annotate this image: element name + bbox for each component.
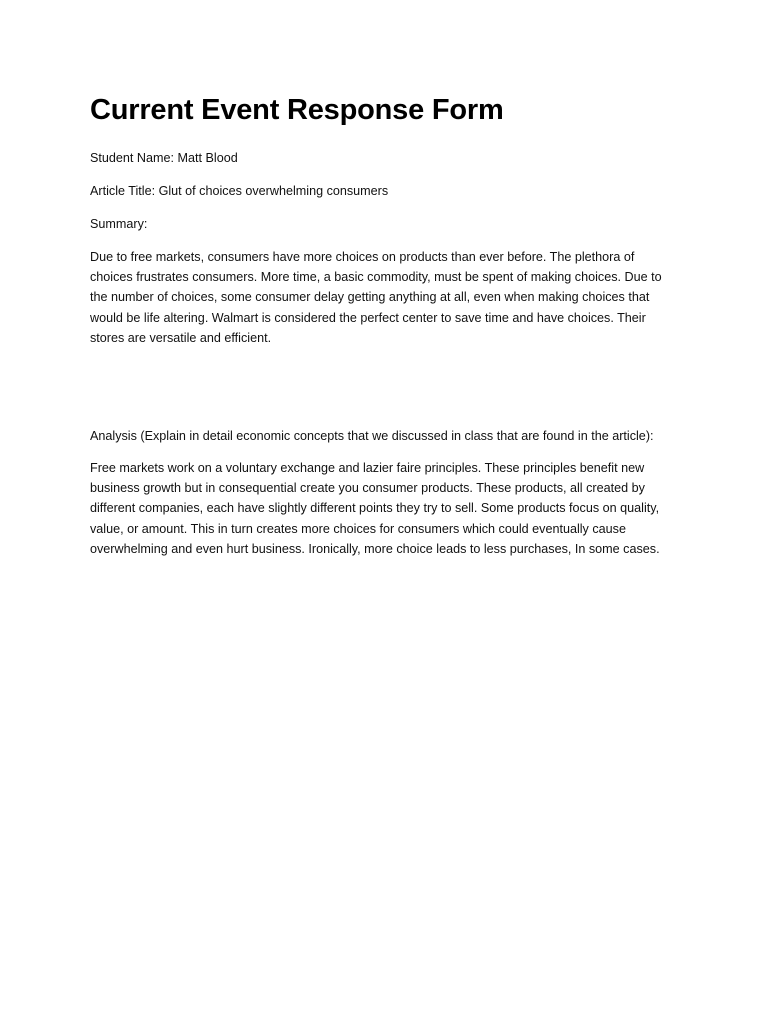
student-name-line: Student Name: Matt Blood [90,151,238,165]
article-title-line: Article Title: Glut of choices overwhelming consumers [90,184,389,198]
analysis-text: Free markets work on a voluntary exchange and lazier faire principles. These principles benefit new business growth but in consequential create you consumer products. These products, all created by different companies, each have slightly different points they try to sell. Some products focus on quality, value, or amount. This in turn creates more choices for consumers which could eventually cause overwhelming and even hurt business. Ironically, more choice leads to less purchases, In some cases. [90,461,660,556]
document-title: Current Event Response Form [90,94,504,126]
analysis-label: Analysis (Explain in detail economic concepts that we discussed in class that are found in the article): [90,429,654,443]
summary-label: Summary: [90,217,148,231]
summary-text: Due to free markets, consumers have more choices on products than ever before. The plethora of choices frustrates consumers. More time, a basic commodity, must be spent of making choices. Due to the number of choices, some consumer delay getting anything at all, even when making choices that would be life altering. Walmart is considered the perfect center to save time and have choices. Their stores are versatile and efficient. [90,250,662,345]
